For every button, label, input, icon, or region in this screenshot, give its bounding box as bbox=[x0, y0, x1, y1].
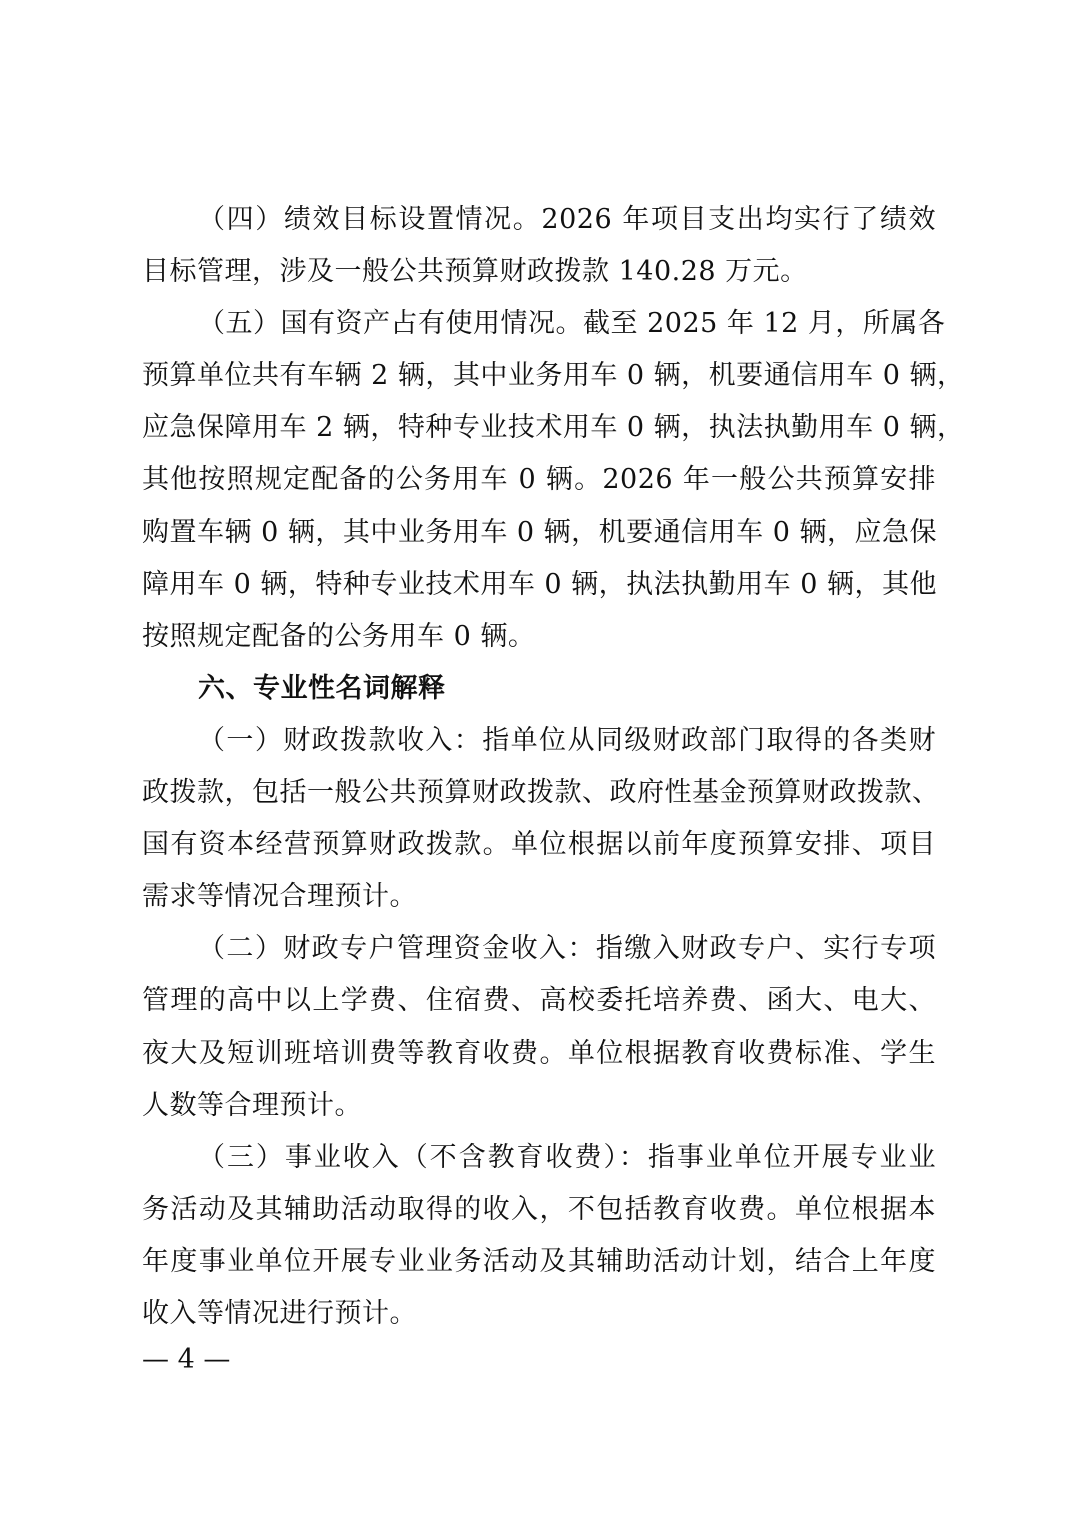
line-text: 管理的高中以上学费、住宿费、高校委托培养费、函大、电大、 bbox=[142, 985, 936, 1017]
document-body bbox=[142, 198, 965, 1344]
paragraph-line bbox=[142, 511, 936, 563]
line-text: 指事业单位开展专业业 bbox=[647, 1141, 936, 1173]
paragraph-lead: （五）国有资产占有使用情况。 bbox=[198, 308, 583, 340]
line-text: 政拨款，包括一般公共预算财政拨款、政府性基金预算财政拨款、 bbox=[142, 777, 940, 809]
paragraph-line bbox=[142, 302, 946, 354]
line-text: 务活动及其辅助活动取得的收入，不包括教育收费。单位根据本 bbox=[142, 1193, 936, 1225]
section-heading: 六、专业性名词解释 bbox=[198, 672, 446, 704]
paragraph-lead: （一）财政拨款收入： bbox=[198, 724, 483, 756]
paragraph-line bbox=[142, 1084, 936, 1136]
paragraph-lead: （四）绩效目标设置情况。 bbox=[198, 204, 542, 235]
line-text: 2026 年项目支出均实行了绩效 bbox=[541, 204, 937, 235]
page-number: — 4 — bbox=[142, 1344, 231, 1375]
line-text: 年度事业单位开展专业业务活动及其辅助活动计划，结合上年度 bbox=[142, 1245, 936, 1277]
line-text: 需求等情况合理预计。 bbox=[142, 881, 417, 913]
paragraph-line bbox=[142, 719, 936, 771]
line-text: 国有资本经营预算财政拨款。单位根据以前年度预算安排、项目 bbox=[142, 829, 936, 861]
line-text: 夜大及短训班培训费等教育收费。单位根据教育收费标准、学生 bbox=[142, 1037, 936, 1069]
paragraph-line bbox=[142, 615, 936, 667]
paragraph-line bbox=[142, 406, 965, 458]
paragraph-line bbox=[142, 458, 936, 510]
line-text: 预算单位共有车辆 2 辆，其中业务用车 0 辆，机要通信用车 0 辆， bbox=[142, 360, 965, 392]
paragraph-line bbox=[142, 875, 936, 927]
line-text: 收入等情况进行预计。 bbox=[142, 1297, 417, 1329]
paragraph-lead: （二）财政专户管理资金收入： bbox=[198, 933, 596, 965]
paragraph-line bbox=[142, 1032, 936, 1084]
line-text: 按照规定配备的公务用车 0 辆。 bbox=[142, 620, 536, 652]
paragraph-line bbox=[142, 563, 936, 615]
paragraph-line bbox=[142, 250, 936, 302]
line-text: 其他按照规定配备的公务用车 0 辆。2026 年一般公共预算安排 bbox=[142, 464, 936, 496]
line-text: 指单位从同级财政部门取得的各类财 bbox=[482, 724, 937, 756]
paragraph-lead: （三）事业收入（不含教育收费）： bbox=[198, 1141, 648, 1173]
line-text: 人数等合理预计。 bbox=[142, 1089, 362, 1121]
line-text: 指缴入财政专户、实行专项 bbox=[595, 933, 937, 965]
paragraph-line bbox=[142, 771, 940, 823]
paragraph-line bbox=[142, 979, 936, 1031]
line-text: 目标管理，涉及一般公共预算财政拨款 140.28 万元。 bbox=[142, 256, 808, 288]
paragraph-line bbox=[142, 354, 965, 406]
paragraph-line bbox=[142, 1188, 936, 1240]
paragraph-line bbox=[142, 198, 936, 250]
paragraph-line bbox=[142, 823, 936, 875]
paragraph-line bbox=[142, 1136, 936, 1188]
paragraph-line bbox=[142, 927, 936, 979]
line-text: 应急保障用车 2 辆，特种专业技术用车 0 辆，执法执勤用车 0 辆， bbox=[142, 412, 965, 444]
paragraph-line bbox=[142, 1240, 936, 1292]
paragraph-line bbox=[142, 1292, 936, 1344]
line-text: 障用车 0 辆，特种专业技术用车 0 辆，执法执勤用车 0 辆，其他 bbox=[142, 568, 938, 600]
line-text: 购置车辆 0 辆，其中业务用车 0 辆，机要通信用车 0 辆，应急保 bbox=[142, 516, 938, 548]
line-text: 截至 2025 年 12 月，所属各 bbox=[583, 308, 946, 340]
